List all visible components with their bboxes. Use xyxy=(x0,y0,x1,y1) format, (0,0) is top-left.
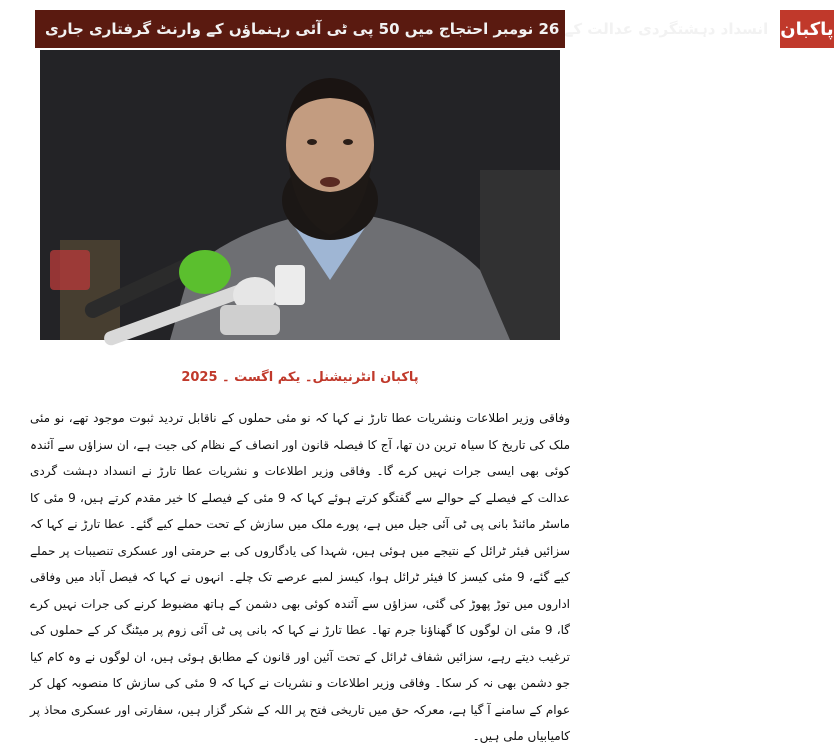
headline-text: انسداد دہشتگردی عدالت کے 26 نومبر احتجاج میں 50 پی ٹی آئی رہنماؤں کے وارنٹ گرفتاری جاری xyxy=(45,20,769,38)
dateline: پاکبان انٹرنیشنل۔ یکم اگست ۔ 2025 xyxy=(181,370,419,385)
speaker-photo-icon xyxy=(40,50,560,340)
article-body: وفاقی وزیر اطلاعات ونشریات عطا تارڑ نے کہا کہ نو مئی حملوں کے ناقابل تردید ثبوت موجود تھے، نو مئی ملک کی تاریخ کا سیاہ ترین دن تھا، آج کا فیصلہ قانون اور انصاف کے نظام کی جیت ہے، ان سزاؤں سے آئندہ کوئی بھی ایسی جرات نہیں کرے گا۔ وفاقی وزیر اطلاعات و نشریات عطا تارڑ نے انسداد دہشت گردی عدالت کے فیصلے کے حوالے سے گفتگو کرتے ہوئے کہا کہ 9 مئی کے فیصلے کا خیر مقدم کرتے ہیں، 9 مئی کا ماسٹر مائنڈ بانی پی ٹی آئی جیل میں ہے، پورے ملک میں سازش کے تحت حملے کیے گئے۔ عطا تارڑ نے کہا کہ سزائیں فیئر ٹرائل کے نتیجے میں ہوئی ہیں، شہدا کی یادگاروں کی بے حرمتی اور عسکری تنصیبات پر حملے کیے گئے، 9 مئی کیسز کا فیئر ٹرائل ہوا، کیسز لمبے عرصے تک چلے۔ انہوں نے کہا کہ فیصل آباد میں وفاقی اداروں میں توڑ پھوڑ کی گئی، سزاؤں سے آئندہ کوئی بھی دشمن کے ہاتھ مضبوط کرنے کی جرات نہیں کرے گا، 9 مئی ان لوگوں کا گھناؤنا جرم تھا۔ عطا تارڑ نے کہا کہ بانی پی ٹی آئی زوم پر میٹنگ کر کے حملوں کی ترغیب دیتے رہے، سزائیں شفاف ٹرائل کے تحت آئین اور قانون کے مطابق ہوئی ہیں، ان لوگوں نے وہ کام کیا جو دشمن بھی نہ کر سکا۔ وفاقی وزیر اطلاعات و نشریات نے کہا کہ 9 مئی کی سازش کا منصوبہ کھل کر عوام کے سامنے آ گیا ہے، معرکہ حق میں تاریخی فتح پر اللہ کے شکر گزار ہیں، سفارتی اور عسکری محاذ پر کامیابیاں ملی ہیں۔ xyxy=(30,411,571,743)
brand-logo: پاکبان xyxy=(778,10,833,48)
headline-banner xyxy=(35,10,834,48)
article-photo xyxy=(40,50,560,340)
